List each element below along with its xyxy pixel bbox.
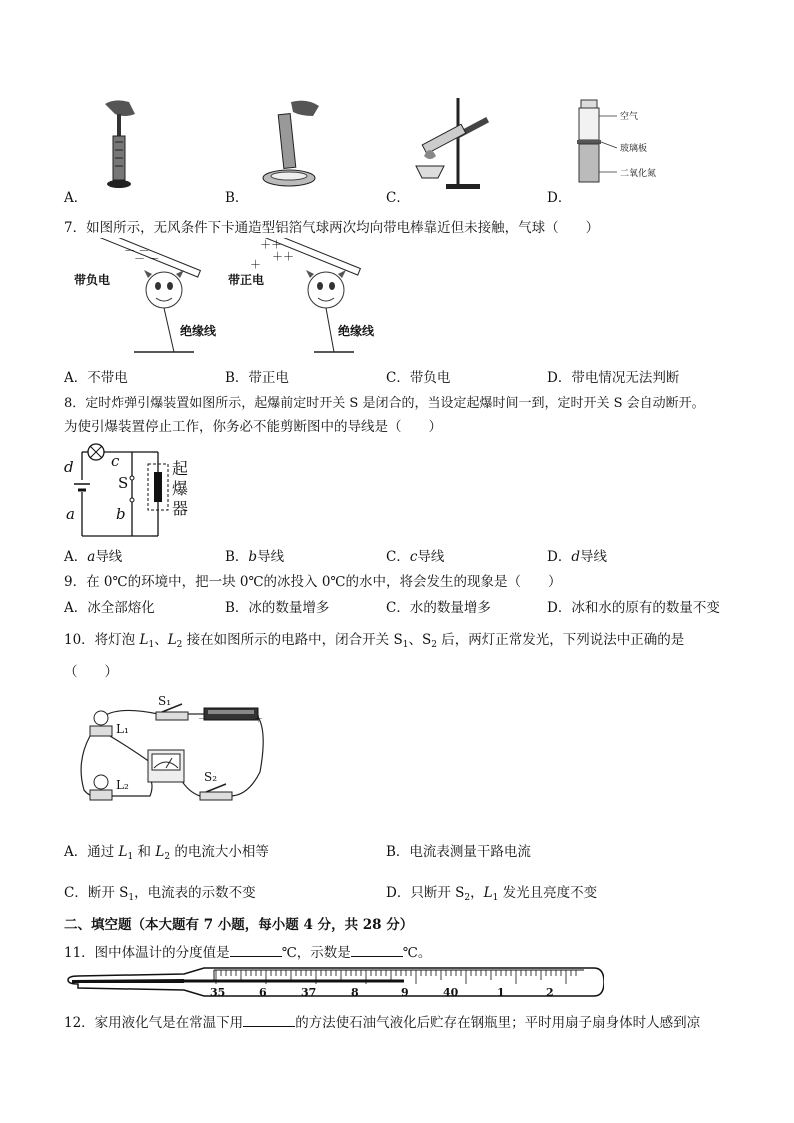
q11-scale-2: 2 — [546, 986, 554, 999]
q7-label-negative: 带负电 — [74, 273, 111, 287]
q9-option-c[interactable]: C．水的数量增多 — [386, 600, 491, 616]
q8-device-char-2: 爆 — [172, 479, 189, 498]
section2-heading: 二、填空题（本大题有 7 小题，每小题 4 分，共 28 分） — [64, 917, 414, 933]
q6-d-label-air: 空气 — [620, 112, 639, 122]
q6-figure-a — [95, 96, 145, 196]
q7-label-positive: 带正电 — [228, 273, 265, 287]
q12-stem: 12．家用液化气是在常温下用 的方法使石油气液化后贮存在钢瓶里；平时用扇子扇身体时人感到凉 — [64, 1015, 701, 1031]
q8-option-d[interactable]: D．d导线 — [547, 549, 607, 565]
q11-scale-1: 1 — [497, 986, 505, 999]
q6-figure-c — [410, 96, 500, 196]
q11-scale-6: 6 — [259, 986, 267, 999]
q8-stem-line2: 为使引爆装置停止工作，你务必不能剪断图中的导线是（ ） — [64, 419, 442, 435]
q10-label-s2: S₂ — [204, 770, 218, 784]
q8-label-b: b — [116, 505, 126, 523]
svg-text:－ －: － － — [124, 244, 150, 257]
q9-stem: 9．在 0℃的环境中，把一块 0℃的冰投入 0℃的水中，将会发生的现象是（ ） — [64, 574, 562, 590]
q8-label-c: c — [111, 452, 120, 470]
q7-option-d[interactable]: D．带电情况无法判断 — [547, 370, 680, 386]
q7-option-c[interactable]: C．带负电 — [386, 370, 451, 386]
q8-option-c[interactable]: C．c导线 — [386, 549, 445, 565]
q11-blank-division[interactable] — [230, 944, 282, 957]
q10-option-d[interactable]: D．只断开 $S_2$，$L_1$ 发光且亮度不变 — [386, 885, 598, 903]
q11-scale-35: 35 — [210, 986, 226, 999]
q11-scale-37: 37 — [301, 986, 317, 999]
svg-text:＋: ＋ — [250, 258, 261, 271]
q9-option-a[interactable]: A．冰全部熔化 — [64, 600, 155, 616]
q7-option-b[interactable]: B．带正电 — [225, 370, 289, 386]
q10-option-b[interactable]: B．电流表测量干路电流 — [386, 844, 531, 860]
q11-thermometer-figure — [64, 962, 604, 1002]
q10-option-c[interactable]: C．断开 $S_1$，电流表的示数不变 — [64, 885, 256, 903]
q10-label-l1: L₁ — [116, 722, 129, 736]
q10-label-plus: ＋ — [254, 715, 264, 725]
q8-circuit-figure — [62, 436, 212, 542]
q10-label-minus: － — [198, 715, 208, 725]
q8-device-char-3: 器 — [172, 499, 189, 518]
q6-d-label-no2: 二氧化氮 — [620, 169, 657, 179]
q10-answer-paren: （ ） — [64, 664, 118, 680]
q7-label-insulator-right: 绝缘线 — [338, 324, 375, 338]
q8-stem-line1: 8．定时炸弹引爆装置如图所示，起爆前定时开关 S 是闭合的，当设定起爆时间一到，定时开关 S 会自动断开。 — [64, 396, 705, 411]
q7-figure — [64, 238, 404, 360]
svg-text:－ －: － － — [134, 252, 160, 265]
q6-option-a[interactable]: A． — [64, 190, 88, 206]
q8-option-b[interactable]: B．b导线 — [225, 549, 285, 565]
q6-option-d[interactable]: D． — [547, 190, 572, 206]
q6-d-label-glass: 玻璃板 — [620, 144, 648, 154]
q6-option-b[interactable]: B． — [225, 190, 249, 206]
q6-option-c[interactable]: C． — [386, 190, 410, 206]
q11-blank-reading[interactable] — [351, 944, 403, 957]
q9-option-d[interactable]: D．冰和水的原有的数量不变 — [547, 600, 720, 616]
q10-stem: 10．将灯泡 $L_1$、$L_2$ 接在如图所示的电路中，闭合开关 $S_1$、$S_2$ 后，两灯正常发光，下列说法中正确的是 — [64, 632, 685, 650]
q11-scale-40: 40 — [443, 986, 459, 999]
q11-stem: 11．图中体温计的分度值是 ℃，示数是 ℃。 — [64, 945, 432, 961]
svg-text:＋＋: ＋＋ — [260, 238, 282, 251]
q8-option-a[interactable]: A．a导线 — [64, 549, 123, 565]
q10-label-l2: L₂ — [116, 778, 129, 792]
q7-stem: 7．如图所示，无风条件下卡通造型铝箔气球两次均向带电棒靠近但未接触，气球（ ） — [64, 220, 600, 236]
q8-label-a: a — [66, 505, 75, 523]
q8-label-s: S — [118, 474, 129, 492]
q12-blank-method[interactable] — [243, 1014, 295, 1027]
q10-label-s1: S₁ — [158, 694, 172, 708]
q6-figure-b — [255, 96, 325, 196]
q8-label-d: d — [64, 458, 74, 476]
q11-scale-9: 9 — [401, 986, 409, 999]
svg-text:＋＋: ＋＋ — [272, 250, 294, 263]
q8-device-char-1: 起 — [172, 459, 189, 478]
q10-option-a[interactable]: A．通过 $L_1$ 和 $L_2$ 的电流大小相等 — [64, 844, 269, 862]
q7-label-insulator-left: 绝缘线 — [180, 324, 217, 338]
q9-option-b[interactable]: B．冰的数量增多 — [225, 600, 330, 616]
q7-option-a[interactable]: A．不带电 — [64, 370, 128, 386]
q11-scale-8: 8 — [351, 986, 359, 999]
q10-circuit-figure — [70, 692, 270, 812]
